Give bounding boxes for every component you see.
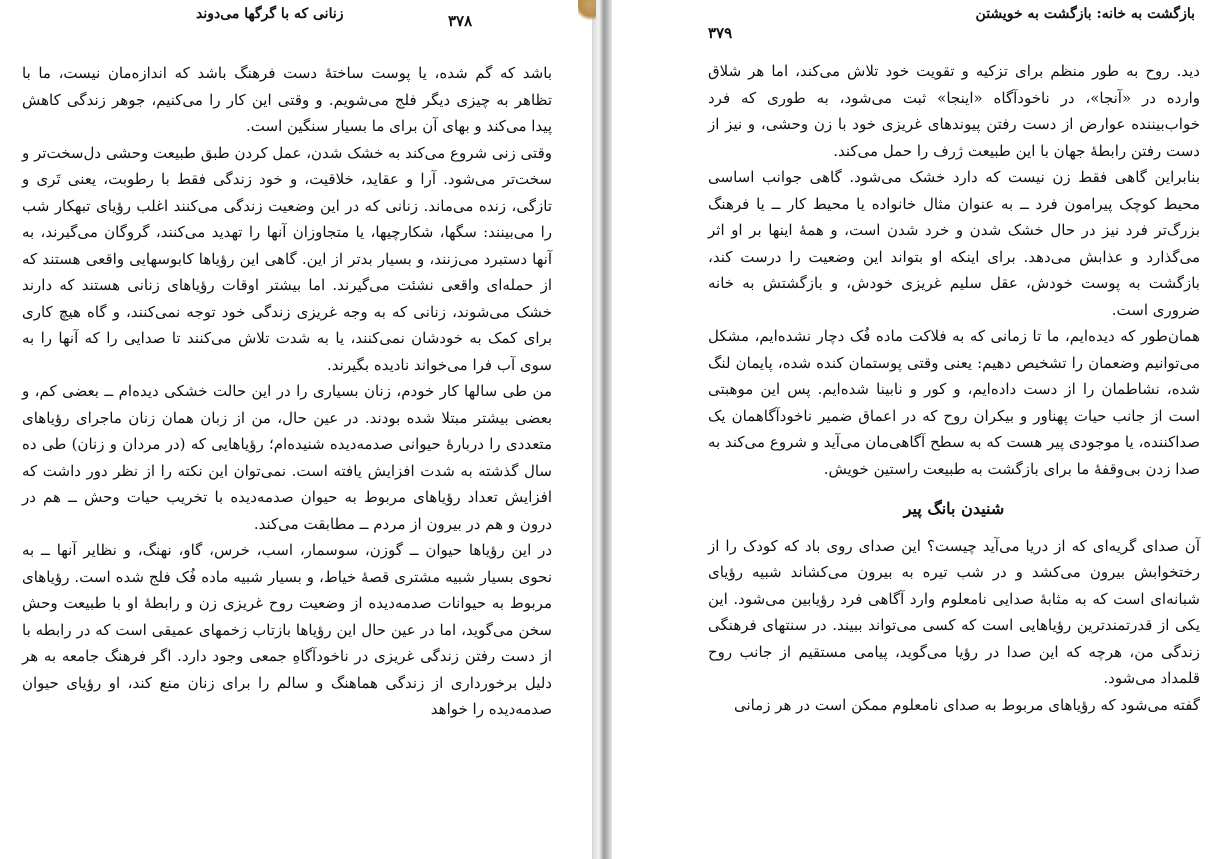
paragraph: گفته می‌شود که رؤیاهای مربوط به صدای نامعلوم ممکن است در هر زمانی (733, 695, 1200, 714)
paragraph: وقتی زنی شروع می‌کند به خشک شدن، عمل کردن طبق طبیعت وحشی دل‌سخت‌تر و سخت‌تر می‌شود. آرا و عقاید، خلاقیت، و خود زندگی فقط با رطوبت، یعنی تَری و تازگی، زنده می‌ماند. زنانی که در این وضعیت زندگی می‌کنند اغلب رؤیای تبهکار شب را می‌بینند: سگها، شکارچیها، یا متجاوزان آنها را تهدید می‌کنند، گروگان می‌گیرند، به آنها دستبرد می‌زنند، و بسیار بدتر از این. گاهی این رؤیاها کابوسهایی واقعی هستند که از حمله‌ای واقعی نشئت می‌گیرند. اما بیشتر اوقات رؤیاهای زنانی هستند که دارند خشک می‌شوند، زنانی که به وجه غریزی زندگی خود توجه نمی‌کنند، و گاه هیچ کاری برای کمک به خودشان نمی‌کنند، یا به شدت تلاش می‌کنند تا صدایی را که آنها را به سوی آب فرا می‌خواند نادیده بگیرند. (22, 143, 552, 374)
right-page-header (612, 6, 1219, 42)
right-page (612, 0, 1219, 859)
left-running-title: زنانی که با گرگها می‌دوند (196, 6, 344, 22)
paragraph: بنابراین گاهی فقط زن نیست که دارد خشک می‌شود. گاهی جوانب اساسی محیط کوچک پیرامون فرد ــ به عنوان مثال خانواده یا محیط کار ــ یا فرهنگ بزرگ‌تر فرد نیز در حال خشک شدن و خرد شدن است، و همهٔ اینها بر او اثر می‌گذارد و عذابش می‌دهد. برای اینکه او بتواند این وضعیت را درست کند، بازگشت به پوست خودش، عقل سلیم غریزی خودش، و بازگشتش به خانه ضروری است. (708, 168, 1200, 319)
paragraph: در این رؤیاها حیوان ــ گوزن، سوسمار، اسب، خرس، گاو، نهنگ، و نظایر آنها ــ به نحوی بسیار شبیه مشتری قصهٔ خیاط، و بسیار شبیه ماده فُک فلج شده است. رؤیاهای مربوط به حیوانات صدمه‌دیده از وضعیت روح غریزی زن و رابطهٔ او با طبیعت وحش سخن می‌گوید، اما در عین حال این رؤیاها بازتاب زخمهای عمیقی است که در رابطه با از دست رفتن زندگی غریزی در ناخودآگاهِ جمعی وجود دارد. اگر فرهنگ جامعه به هر دلیل برخورداری از زندگی هماهنگ و سالم را برای زنان منع کند، او رؤیای حیوان صدمه‌دیده را خواهد (22, 541, 552, 718)
left-page-number: ۳۷۸ (448, 12, 473, 30)
paragraph: باشد که گم شده، یا پوست ساختهٔ دست فرهنگ باشد که اندازه‌مان نیست، ما با تظاهر به چیزی دیگر فلج می‌شویم. و وقتی این کار را می‌کنیم، جوهر زندگی کاهش پیدا می‌کند و بهای آن برای ما بسیار سنگین است. (22, 64, 552, 135)
right-page-body (708, 58, 1200, 718)
right-page-number: ۳۷۹ (708, 24, 733, 42)
page-corner-stain (578, 0, 596, 22)
left-page-body (22, 60, 552, 723)
paragraph: همان‌طور که دیده‌ایم، ما تا زمانی که به فلاکت ماده فُک دچار نشده‌ایم، مشکل می‌توانیم وضعمان را تشخیص دهیم: یعنی وقتی پوستمان کنده شده، پایمان لنگ شده، نشاطمان را از دست داده‌ایم، و کور و نابینا شده‌ایم. پس این موهبتی است از جانب حیات پهناور و بیکران روح که در اعماق ضمیر ناخودآگاهمان یک صداکننده، یا موجودی پیر هست که به سطح آگاهی‌مان می‌آید و شروع می‌کند به صدا زدن بی‌وقفهٔ ما برای بازگشت به طبیعت راستین خویش. (708, 327, 1200, 478)
right-running-title: بازگشت به خانه: بازگشت به خویشتن (975, 6, 1195, 22)
left-page-header (0, 6, 592, 36)
paragraph: دید. روح به طور منظم برای تزکیه و تقویت خود تلاش می‌کند، اما هر شلاق وارده در «آنجا»، در ناخودآگاه «اینجا» ثبت می‌شود، به طوری که فرد خواب‌بیننده عوارض از دست رفتن پیوندهای غریزی خود با زن وحشی، و نیز از دست رفتن رابطهٔ جهان با این طبیعت ژرف را حمل می‌کند. (708, 62, 1200, 160)
section-heading: شنیدن بانگ پیر (903, 499, 1005, 518)
paragraph: من طی سالها کار خودم، زنان بسیاری را در این حالت خشکی دیده‌ام ــ بعضی کم، و بعضی بیشتر مبتلا شده بودند. در عین حال، من از زبان همان زنان ماجرای رؤیاهای متعددی را دربارهٔ حیوانی صدمه‌دیده شنیده‌ام؛ رؤیاهایی که (در مردان و زنان) طی ده سال گذشته به شدت افزایش یافته است. نمی‌توان این نکته را از نظر دور داشت که افزایش تعداد رؤیاهای مربوط به حیوان صدمه‌دیده با تخریب حیات وحش ــ هم در درون و هم در بیرون از مردم ــ مطابقت می‌کند. (22, 382, 552, 533)
book-gutter (592, 0, 612, 859)
left-page (0, 0, 592, 859)
paragraph: آن صدای گریه‌ای که از دریا می‌آید چیست؟ این صدای روی باد که کودک را از رختخوابش بیرون می‌کشد و در شب تیره به بیرون می‌کشاند شبیه رؤیای شبانه‌ای است که به مثابهٔ صدایی نامعلوم وارد آگاهی فرد رؤیابین می‌شود. این یکی از قدرتمندترین رؤیاهایی است که کسی می‌تواند ببیند. در سنتهای فرهنگی زندگی من، هرچه که این صدا در رؤیا می‌گوید، پیامی مستقیم از جانب روح قلمداد می‌شود. (708, 536, 1200, 687)
